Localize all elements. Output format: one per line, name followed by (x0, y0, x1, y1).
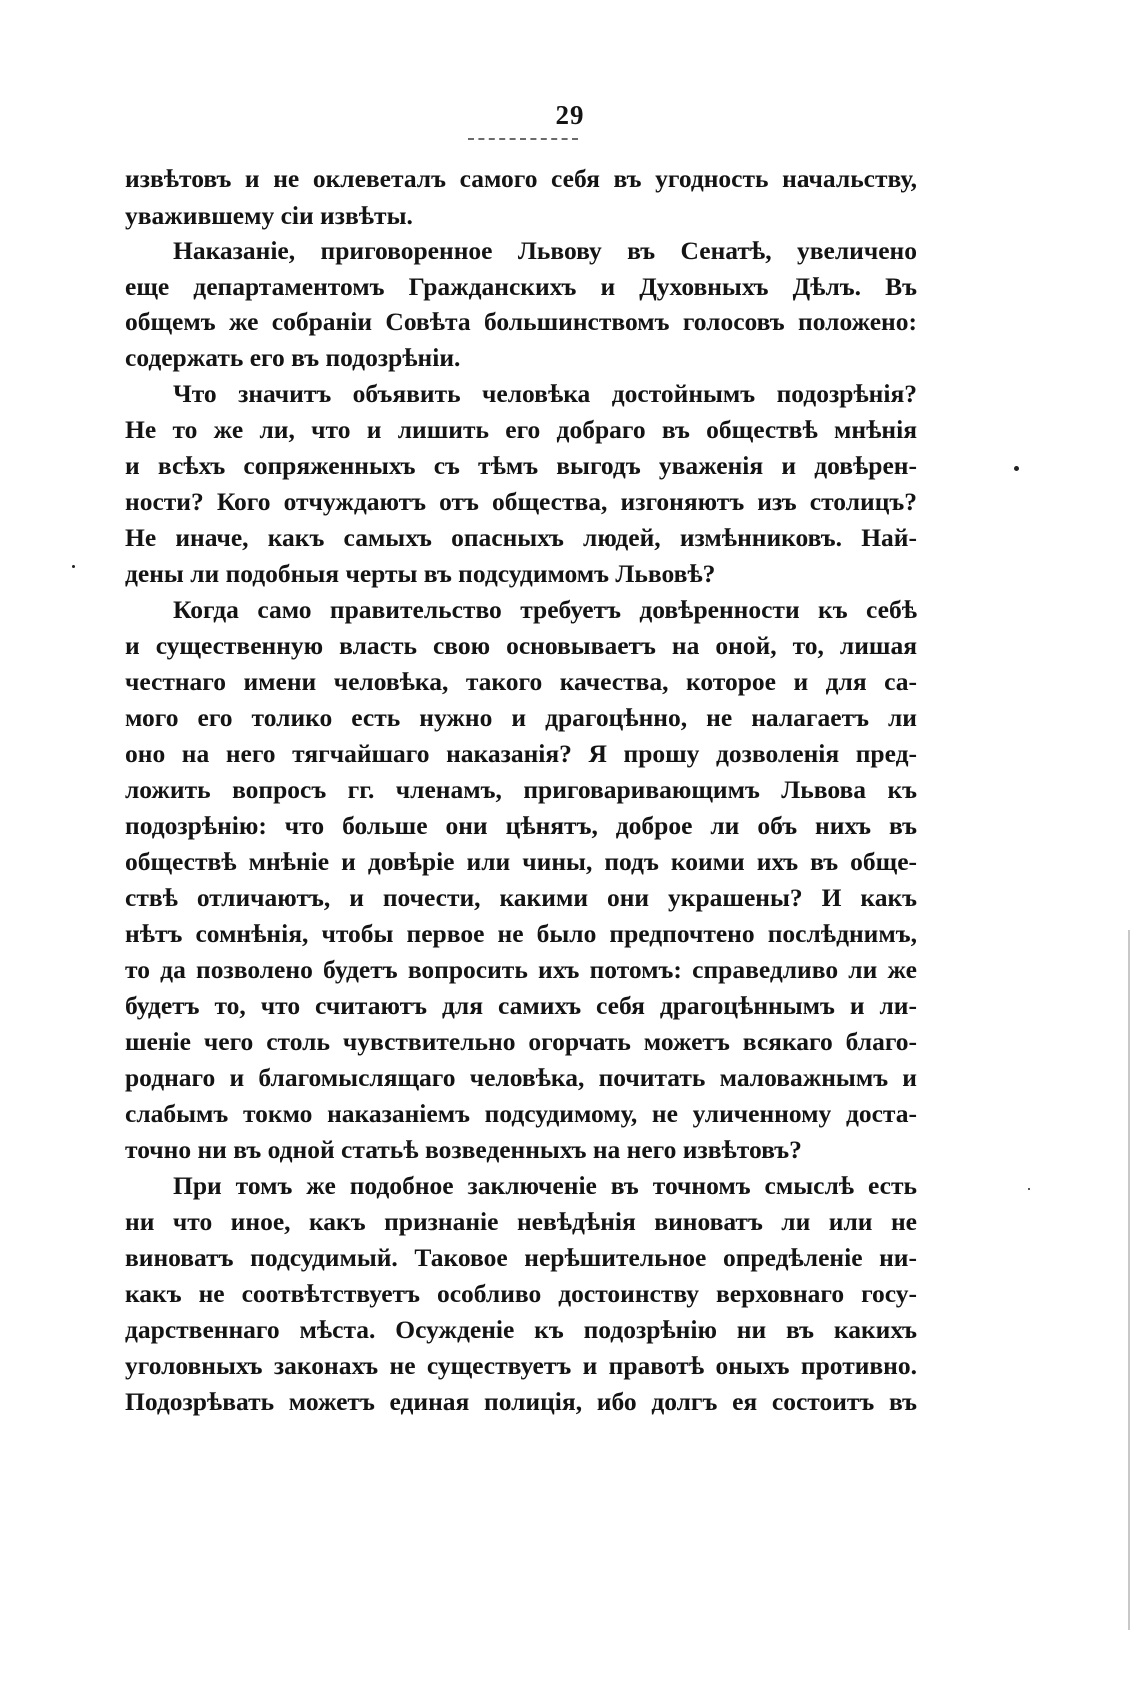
page-number: 29 (555, 100, 585, 130)
text-line: дарственнаго мѣста. Осужденіе къ подозрѣнію ни въ какихъ (125, 1315, 917, 1344)
text-line: ствѣ отличаютъ, и почести, какими они украшены? И какъ (125, 883, 917, 912)
text-line: честнаго имени человѣка, такого качества, которое и для са- (125, 667, 917, 696)
text-line: уважившему сіи извѣты. (125, 201, 413, 230)
text-line: Наказаніе, приговоренное Львову въ Сенатѣ, увеличено (173, 236, 917, 265)
text-line: мого его толико есть нужно и драгоцѣнно, не налагаетъ ли (125, 703, 917, 732)
text-line: При томъ же подобное заключеніе въ точномъ смыслѣ есть (173, 1171, 917, 1200)
text-line: точно ни въ одной статьѣ возведенныхъ на него извѣтовъ? (125, 1135, 802, 1164)
text-line: роднаго и благомыслящаго человѣка, почитать маловажнымъ и (125, 1063, 917, 1092)
text-line: какъ не соотвѣтствуетъ особливо достоинству верховнаго госу- (125, 1279, 917, 1308)
text-line: Подозрѣвать можетъ единая полиція, ибо долгъ ея состоитъ въ (125, 1387, 917, 1416)
text-line: виноватъ подсудимый. Таковое нерѣшительное опредѣленіе ни- (125, 1243, 917, 1272)
text-line: дены ли подобныя черты въ подсудимомъ Львовѣ? (125, 559, 716, 588)
text-line: обществѣ мнѣніе и довѣріе или чины, подъ коими ихъ въ обще- (125, 847, 917, 876)
text-line: еще департаментомъ Гражданскихъ и Духовныхъ Дѣлъ. Въ (125, 272, 917, 301)
text-line: шеніе чего столь чувствительно огорчать можетъ всякаго благо- (125, 1027, 917, 1056)
text-line: подозрѣнію: что больше они цѣнятъ, доброе ли объ нихъ въ (125, 811, 917, 840)
text-line: и существенную власть свою основываетъ на оной, то, лишая (125, 631, 917, 660)
text-line: Когда само правительство требуетъ довѣренности къ себѣ (173, 595, 917, 624)
text-line: Не то же ли, что и лишить его добраго въ обществѣ мнѣнія (125, 415, 917, 444)
text-line: и всѣхъ сопряженныхъ съ тѣмъ выгодъ уваженія и довѣрен- (125, 451, 917, 480)
text-line: нѣтъ сомнѣнія, чтобы первое не было предпочтено послѣднимъ, (125, 919, 917, 948)
text-line: будетъ то, что считаютъ для самихъ себя драгоцѣннымъ и ли- (125, 991, 917, 1020)
text-line: слабымъ токмо наказаніемъ подсудимому, не уличенному доста- (125, 1099, 917, 1128)
text-line: ложить вопросъ гг. членамъ, приговаривающимъ Львова къ (125, 775, 917, 804)
text-line: извѣтовъ и не оклеветалъ самого себя въ угодность начальству, (125, 164, 917, 193)
ink-speck (1014, 466, 1019, 471)
header-rule (468, 138, 578, 140)
text-line: общемъ же собраніи Совѣта большинствомъ голосовъ положено: (125, 307, 917, 336)
ink-speck (1028, 1188, 1030, 1190)
text-line: содержать его въ подозрѣніи. (125, 343, 461, 372)
ink-speck (72, 565, 75, 568)
page-edge-shadow (1128, 930, 1130, 1630)
text-line: оно на него тягчайшаго наказанія? Я прошу дозволенія пред- (125, 739, 917, 768)
text-line: Не иначе, какъ самыхъ опасныхъ людей, измѣнниковъ. Най- (125, 523, 917, 552)
text-line: уголовныхъ законахъ не существуетъ и правотѣ оныхъ противно. (125, 1351, 917, 1380)
text-line: то да позволено будетъ вопросить ихъ потомъ: справедливо ли же (125, 955, 917, 984)
text-line: ности? Кого отчуждаютъ отъ общества, изгоняютъ изъ столицъ? (125, 487, 917, 516)
text-line: Что значитъ объявить человѣка достойнымъ подозрѣнія? (173, 379, 917, 408)
text-line: ни что иное, какъ признаніе невѣдѣнія виноватъ ли или не (125, 1207, 917, 1236)
